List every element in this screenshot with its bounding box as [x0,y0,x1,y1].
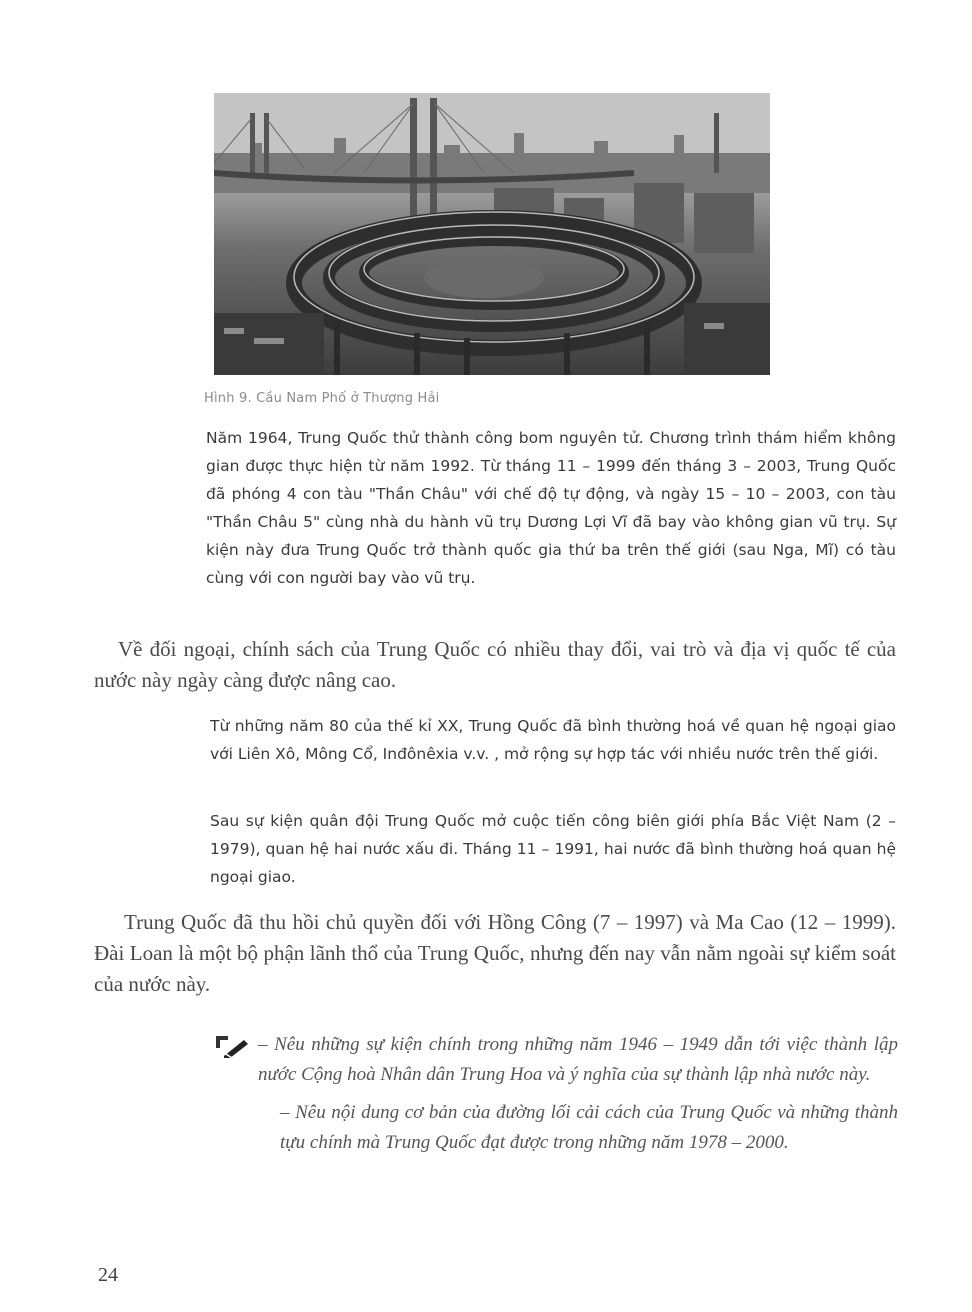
paragraph-foreign-policy: Về đối ngoại, chính sách của Trung Quốc có nhiều thay đổi, vai trò và địa vị quốc tế của nước này ngày càng được nâng cao. [94,637,896,692]
paragraph-space-program: Năm 1964, Trung Quốc thử thành công bom nguyên tử. Chương trình thám hiểm không gian được thực hiện từ năm 1992. Từ tháng 11 – 1999 đến tháng 3 – 2003, Trung Quốc đã phóng 4 con tàu "Thần Châu" với chế độ tự động, và ngày 15 – 10 – 2003, con tàu "Thần Châu 5" cùng nhà du hành vũ trụ Dương Lợi Vĩ đã bay vào không gian vũ trụ. Sự kiện này đưa Trung Quốc trở thành quốc gia thứ ba trên thế giới (sau Nga, Mĩ) có tàu cùng với con người bay vào vũ trụ. [206,429,896,587]
bridge-illustration [214,93,770,375]
paragraph-hong-kong-macau: Trung Quốc đã thu hồi chủ quyền đối với Hồng Công (7 – 1997) và Ma Cao (12 – 1999). Đài Loan là một bộ phận lãnh thổ của Trung Quốc, nhưng đến nay vẫn nằm ngoài sự kiểm soát của nước này. [94,910,896,996]
question-item: – Nêu nội dung cơ bản của đường lối cải cách của Trung Quốc và những thành tựu chính mà Trung Quốc đạt được trong những năm 1978 – 2000. [280,1102,898,1153]
pencil-note-icon [214,1034,250,1060]
review-questions [214,1030,898,1166]
figure-caption: Hình 9. Cầu Nam Phố ở Thượng Hải [204,391,440,406]
page-number: 24 [98,1264,118,1286]
paragraph-vietnam-relations: Sau sự kiện quân đội Trung Quốc mở cuộc tiến công biên giới phía Bắc Việt Nam (2 – 1979), quan hệ hai nước xấu đi. Tháng 11 – 1991, hai nước đã bình thường hoá quan hệ ngoại giao. [210,812,896,886]
figure-photo-nanpu-bridge [214,93,770,375]
paragraph-diplomatic-normalization: Từ những năm 80 của thế kỉ XX, Trung Quốc đã bình thường hoá về quan hệ ngoại giao với Liên Xô, Mông Cổ, Inđônêxia v.v. , mở rộng sự hợp tác với nhiều nước trên thế giới. [210,717,896,763]
question-item: – Nêu những sự kiện chính trong những năm 1946 – 1949 dẫn tới việc thành lập nước Cộng hoà Nhân dân Trung Hoa và ý nghĩa của sự thành lập nhà nước này. [258,1034,898,1085]
